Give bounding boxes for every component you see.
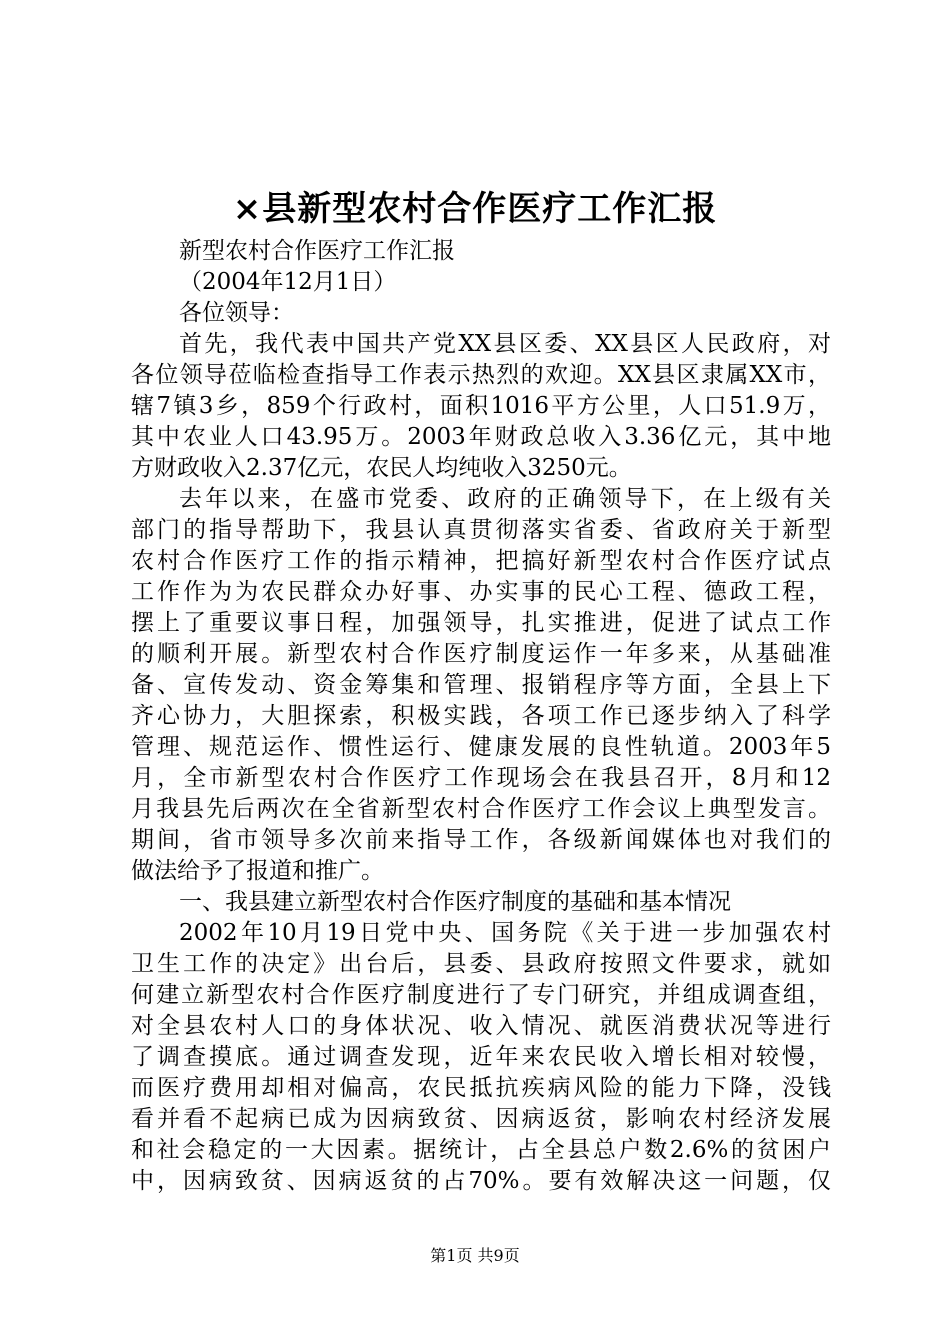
document-title: ×县新型农村合作医疗工作汇报	[232, 189, 718, 229]
text-line: 管理、规范运作、惯性运行、健康发展的良性轨道。2003年5	[131, 734, 831, 760]
text-line: 各位领导莅临检查指导工作表示热烈的欢迎。XX县区隶属XX市，	[131, 362, 831, 388]
text-line: 而医疗费用却相对偏高，农民抵抗疾病风险的能力下降，没钱	[131, 1075, 831, 1101]
text-line: 工作作为为农民群众办好事、办实事的民心工程、德政工程，	[131, 579, 831, 605]
text-line: 各位领导：	[179, 300, 294, 326]
text-line: 摆上了重要议事日程，加强领导，扎实推进，促进了试点工作	[131, 610, 831, 636]
text-line: 何建立新型农村合作医疗制度进行了专门研究，并组成调查组，	[131, 982, 831, 1008]
text-line: 新型农村合作医疗工作汇报	[179, 238, 455, 264]
text-line: 卫生工作的决定》出台后，县委、县政府按照文件要求，就如	[131, 951, 831, 977]
text-line: 期间，省市领导多次前来指导工作，各级新闻媒体也对我们的	[131, 827, 831, 853]
page-footer: 第1页 共9页	[430, 1246, 520, 1265]
text-line: 看并看不起病已成为因病致贫、因病返贫，影响农村经济发展	[131, 1106, 831, 1132]
text-line: 方财政收入2.37亿元，农民人均纯收入3250元。	[131, 455, 632, 481]
text-line: 和社会稳定的一大因素。据统计，占全县总户数2.6%的贫困户	[131, 1137, 831, 1163]
text-line: 了调查摸底。通过调查发现，近年来农民收入增长相对较慢，	[131, 1044, 831, 1070]
text-line: 部门的指导帮助下，我县认真贯彻落实省委、省政府关于新型	[131, 517, 831, 543]
text-line: 的顺利开展。新型农村合作医疗制度运作一年多来，从基础准	[131, 641, 831, 667]
text-line: 对全县农村人口的身体状况、收入情况、就医消费状况等进行	[131, 1013, 831, 1039]
document-body	[131, 236, 831, 1197]
text-line: 去年以来，在盛市党委、政府的正确领导下，在上级有关	[179, 486, 831, 512]
text-line: 农村合作医疗工作的指示精神，把搞好新型农村合作医疗试点	[131, 548, 831, 574]
text-line: （2004年12月1日）	[179, 269, 397, 295]
text-line: 2002年10月19日党中央、国务院《关于进一步加强农村	[179, 920, 831, 946]
text-line: 齐心协力，大胆探索，积极实践，各项工作已逐步纳入了科学	[131, 703, 831, 729]
text-line: 备、宣传发动、资金筹集和管理、报销程序等方面，全县上下	[131, 672, 831, 698]
text-line: 一、我县建立新型农村合作医疗制度的基础和基本情况	[179, 889, 731, 915]
text-line: 其中农业人口43.95万。2003年财政总收入3.36亿元，其中地	[131, 424, 831, 450]
text-line: 月我县先后两次在全省新型农村合作医疗工作会议上典型发言。	[131, 796, 831, 822]
text-line: 做法给予了报道和推广。	[131, 858, 384, 884]
text-line: 中，因病致贫、因病返贫的占70%。要有效解决这一问题，仅	[131, 1168, 831, 1194]
text-line: 月，全市新型农村合作医疗工作现场会在我县召开，8月和12	[131, 765, 831, 791]
text-line: 辖7镇3乡，859个行政村，面积1016平方公里，人口51.9万，	[131, 393, 831, 419]
text-line: 首先，我代表中国共产党XX县区委、XX县区人民政府，对	[179, 331, 831, 357]
